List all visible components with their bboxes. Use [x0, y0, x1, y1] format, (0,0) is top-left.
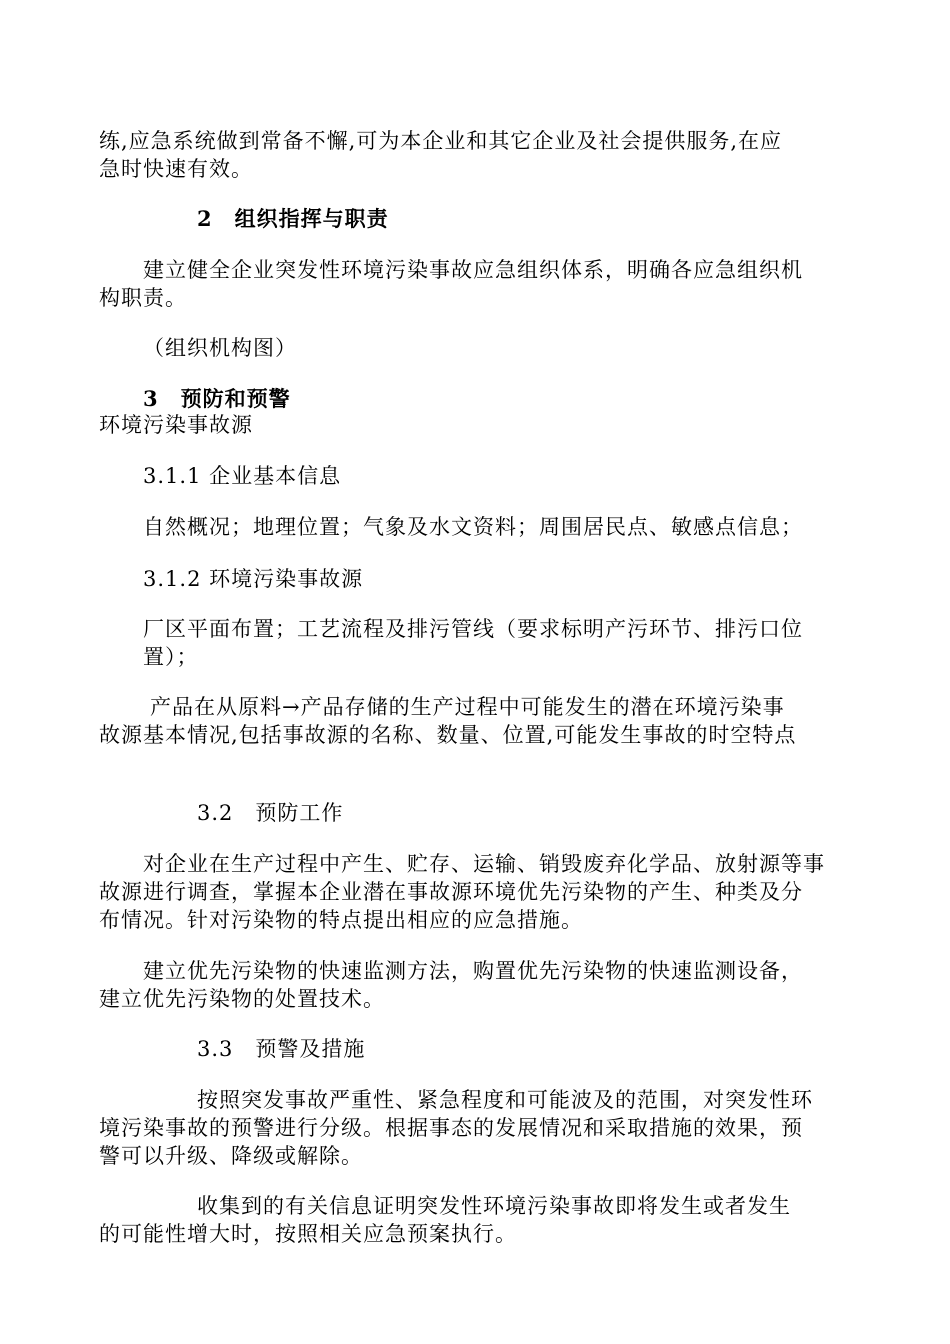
- paragraph-line: 建立健全企业突发性环境污染事故应急组织体系，明确各应急组织机: [143, 258, 803, 282]
- section-heading: 2 组织指挥与职责: [197, 206, 389, 231]
- paragraph-line: 境污染事故的预警进行分级。根据事态的发展情况和采取措施的效果，预: [99, 1116, 803, 1140]
- paragraph-line: 产品在从原料→产品存储的生产过程中可能发生的潜在环境污染事: [150, 695, 785, 719]
- paragraph-line: 的可能性增大时，按照相关应急预案执行。: [99, 1222, 517, 1246]
- subsection-heading: 3.1.1 企业基本信息: [143, 464, 342, 488]
- subsection-heading: 3.3 预警及措施: [197, 1037, 366, 1061]
- section-heading: 3 预防和预警: [143, 386, 291, 411]
- paragraph-line: 故源进行调查，掌握本企业潜在事故源环境优先污染物的产生、种类及分: [99, 880, 803, 904]
- subsection-heading: 3.2 预防工作: [197, 801, 344, 825]
- paragraph-line: 置）；: [143, 645, 199, 669]
- paragraph-line: 构职责。: [99, 286, 187, 310]
- subsection-heading: 3.1.2 环境污染事故源: [143, 567, 364, 591]
- paragraph-line: 收集到的有关信息证明突发性环境污染事故即将发生或者发生: [197, 1194, 791, 1218]
- paragraph-line: （组织机构图）: [143, 336, 297, 360]
- paragraph-line: 警可以升级、降级或解除。: [99, 1144, 363, 1168]
- paragraph-line: 按照突发事故严重性、紧急程度和可能波及的范围，对突发性环: [197, 1088, 813, 1112]
- paragraph-line: 环境污染事故源: [99, 413, 253, 437]
- paragraph-line: 布情况。针对污染物的特点提出相应的应急措施。: [99, 908, 583, 932]
- paragraph-line: 对企业在生产过程中产生、贮存、运输、销毁废弃化学品、放射源等事: [143, 852, 825, 876]
- paragraph-line: 厂区平面布置；工艺流程及排污管线（要求标明产污环节、排污口位: [143, 617, 803, 641]
- paragraph-line: 急时快速有效。: [99, 157, 253, 181]
- paragraph-line: 建立优先污染物的快速监测方法，购置优先污染物的快速监测设备，: [143, 959, 803, 983]
- paragraph-line: 练,应急系统做到常备不懈,可为本企业和其它企业及社会提供服务,在应: [99, 129, 783, 153]
- paragraph-line: 故源基本情况,包括事故源的名称、数量、位置,可能发生事故的时空特点: [99, 723, 797, 747]
- paragraph-line: 建立优先污染物的处置技术。: [99, 987, 385, 1011]
- paragraph-line: 自然概况；地理位置；气象及水文资料；周围居民点、敏感点信息；: [143, 515, 803, 539]
